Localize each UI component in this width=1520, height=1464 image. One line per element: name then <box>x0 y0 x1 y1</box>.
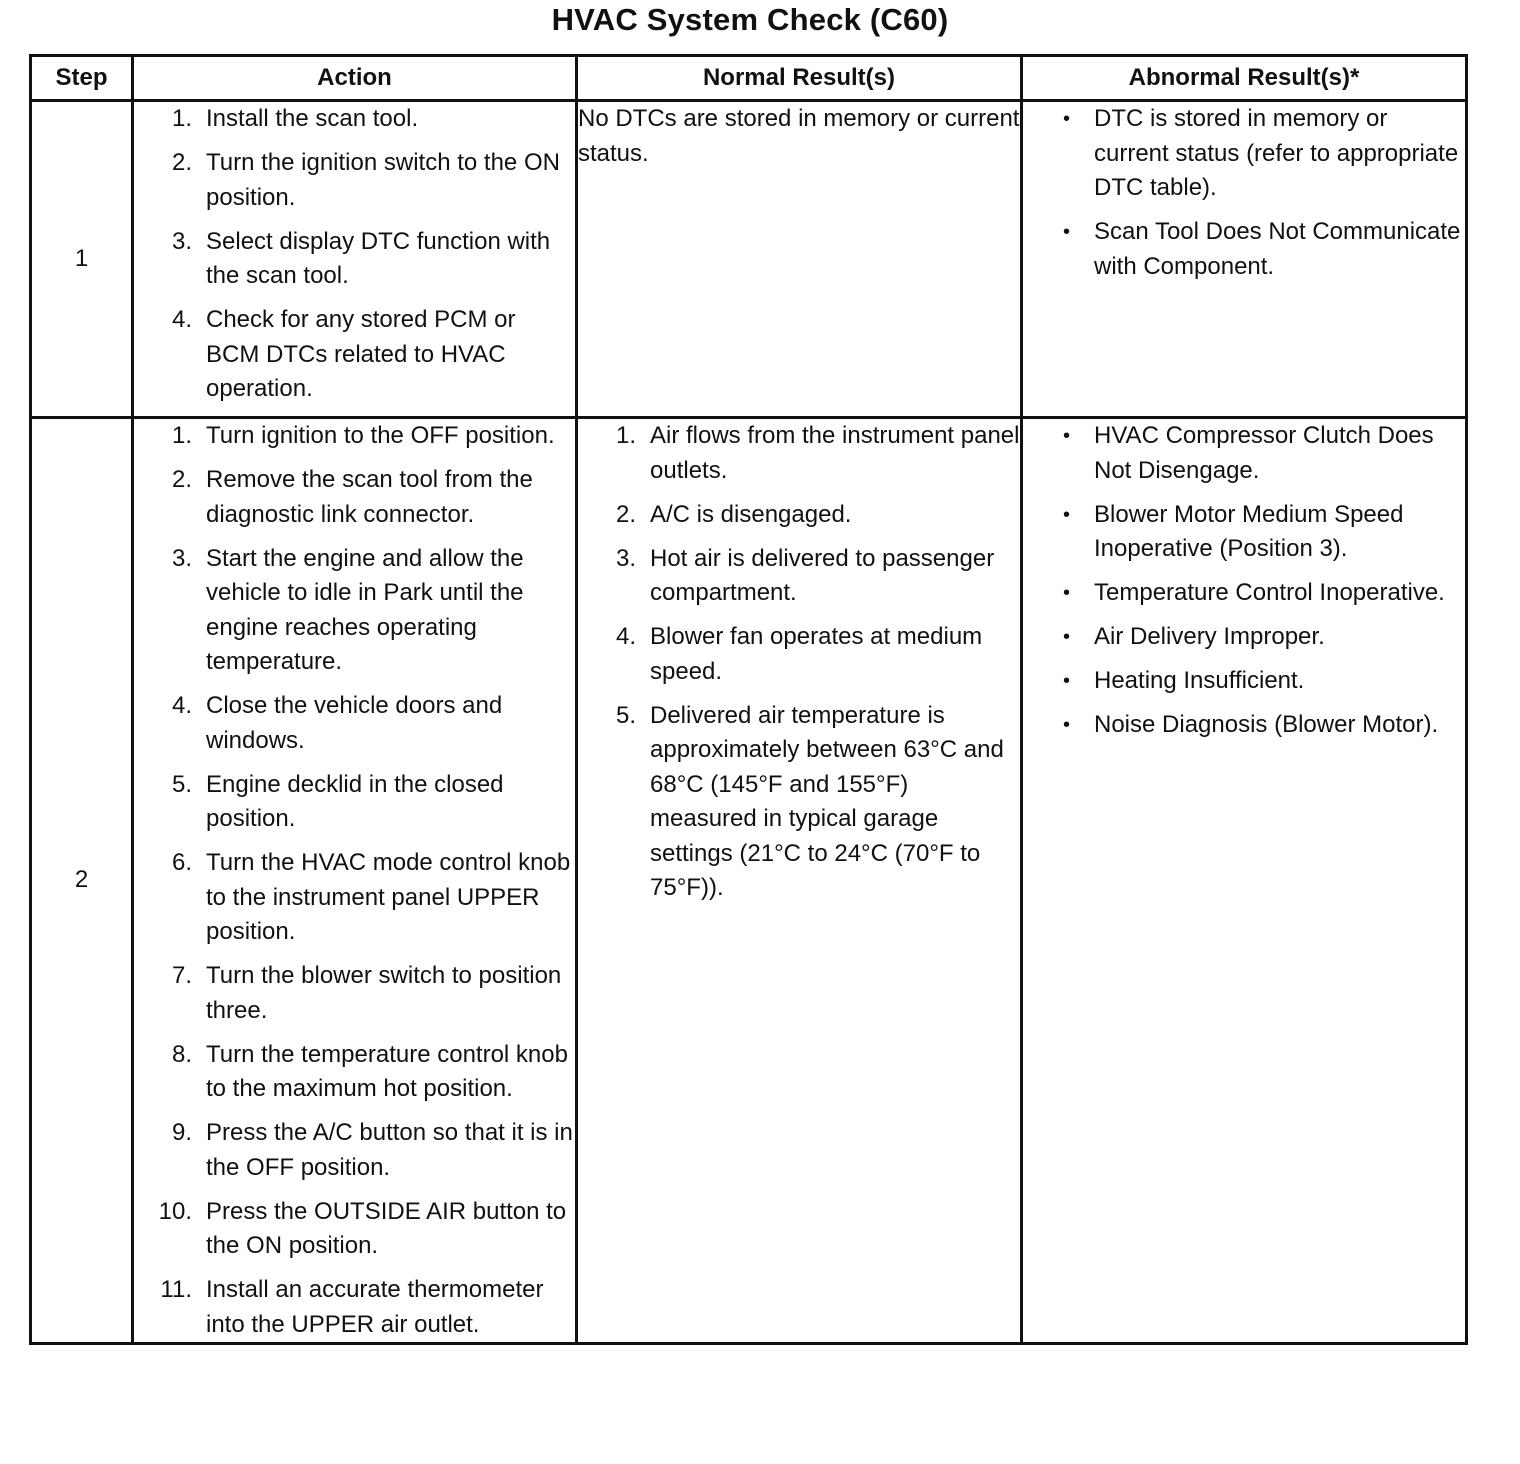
header-step: Step <box>31 56 133 101</box>
list-item: 8. Turn the temperature control knob to the maximum hot position. <box>171 1040 568 1102</box>
abnormal-result-cell <box>1022 101 1467 418</box>
list-item: 6. Turn the HVAC mode control knob to the instrument panel UPPER position. <box>171 849 571 945</box>
list-item: • Air Delivery Improper. <box>1023 620 1465 655</box>
bullet-icon: • <box>1063 108 1071 130</box>
action-cell <box>133 418 577 1344</box>
list-item: 2. A/C is disengaged. <box>615 500 852 528</box>
list-item: 4. Check for any stored PCM or BCM DTCs related to HVAC operation. <box>171 306 516 402</box>
list-item: 7. Turn the blower switch to position three. <box>171 962 562 1024</box>
list-item: 1. Turn ignition to the OFF position. <box>171 422 555 449</box>
normal-result-cell <box>577 101 1022 418</box>
list-item: • Temperature Control Inoperative. <box>1023 576 1465 611</box>
list-item: 10. Press the OUTSIDE AIR button to the ON position. <box>158 1197 567 1259</box>
list-item: • Scan Tool Does Not Communicate with Component. <box>1023 215 1465 284</box>
hvac-check-table <box>29 54 1468 1345</box>
bullet-icon: • <box>1063 626 1071 648</box>
list-item: 1. Air flows from the instrument panel outlets. <box>615 422 1020 484</box>
bullet-icon: • <box>1063 582 1071 604</box>
action-list <box>134 102 575 407</box>
list-item: 2. Remove the scan tool from the diagnostic link connector. <box>171 466 533 528</box>
header-normal-results: Normal Result(s) <box>577 56 1022 101</box>
list-item: • Noise Diagnosis (Blower Motor). <box>1023 708 1465 743</box>
abnormal-result-cell <box>1022 418 1467 1344</box>
list-item: 4. Blower fan operates at medium speed. <box>615 623 983 685</box>
normal-result-list <box>578 419 1020 906</box>
abnormal-list <box>1023 102 1465 284</box>
abnormal-list <box>1023 419 1465 743</box>
list-item: 2. Turn the ignition switch to the ON position. <box>171 149 560 211</box>
normal-result-text: No DTCs are stored in memory or current status. <box>578 105 1020 167</box>
bullet-icon: • <box>1063 503 1071 526</box>
table-row <box>31 101 1467 418</box>
list-item: 4. Close the vehicle doors and windows. <box>171 692 503 754</box>
list-item: 1. Install the scan tool. <box>171 105 419 132</box>
list-item: 5. Delivered air temperature is approximately between 63°C and 68°C (145°F and 155°F) measured in typical garage settings (21°C to 24°C (70°F to 75°F)). <box>615 701 1004 901</box>
action-cell <box>133 101 577 418</box>
header-row <box>31 56 1467 101</box>
list-item: • Heating Insufficient. <box>1023 664 1465 699</box>
list-item: • HVAC Compressor Clutch Does Not Disengage. <box>1023 419 1465 488</box>
table-row <box>31 418 1467 1344</box>
bullet-icon: • <box>1063 670 1071 692</box>
header-abnormal-results: Abnormal Result(s)* <box>1022 56 1467 101</box>
list-item: • Blower Motor Medium Speed Inoperative (Position 3). <box>1023 498 1465 567</box>
list-item: 3. Hot air is delivered to passenger compartment. <box>615 544 995 606</box>
header-action: Action <box>133 56 577 101</box>
list-item: 11. Install an accurate thermometer into the UPPER air outlet. <box>160 1276 544 1338</box>
page-title: HVAC System Check (C60) <box>551 2 949 37</box>
list-item: 9. Press the A/C button so that it is in the OFF position. <box>171 1119 573 1181</box>
bullet-icon: • <box>1063 425 1071 447</box>
list-item: • DTC is stored in memory or current status (refer to appropriate DTC table). <box>1023 102 1465 206</box>
normal-result-cell <box>577 418 1022 1344</box>
step-number: 1 <box>31 101 133 418</box>
list-item: 5. Engine decklid in the closed position. <box>171 770 504 832</box>
action-list <box>134 419 575 1342</box>
step-number: 2 <box>31 418 133 1344</box>
bullet-icon: • <box>1063 221 1071 243</box>
list-item: 3. Select display DTC function with the scan tool. <box>171 227 551 289</box>
bullet-icon: • <box>1063 714 1071 736</box>
list-item: 3. Start the engine and allow the vehicle to idle in Park until the engine reaches operating temperature. <box>171 544 524 675</box>
